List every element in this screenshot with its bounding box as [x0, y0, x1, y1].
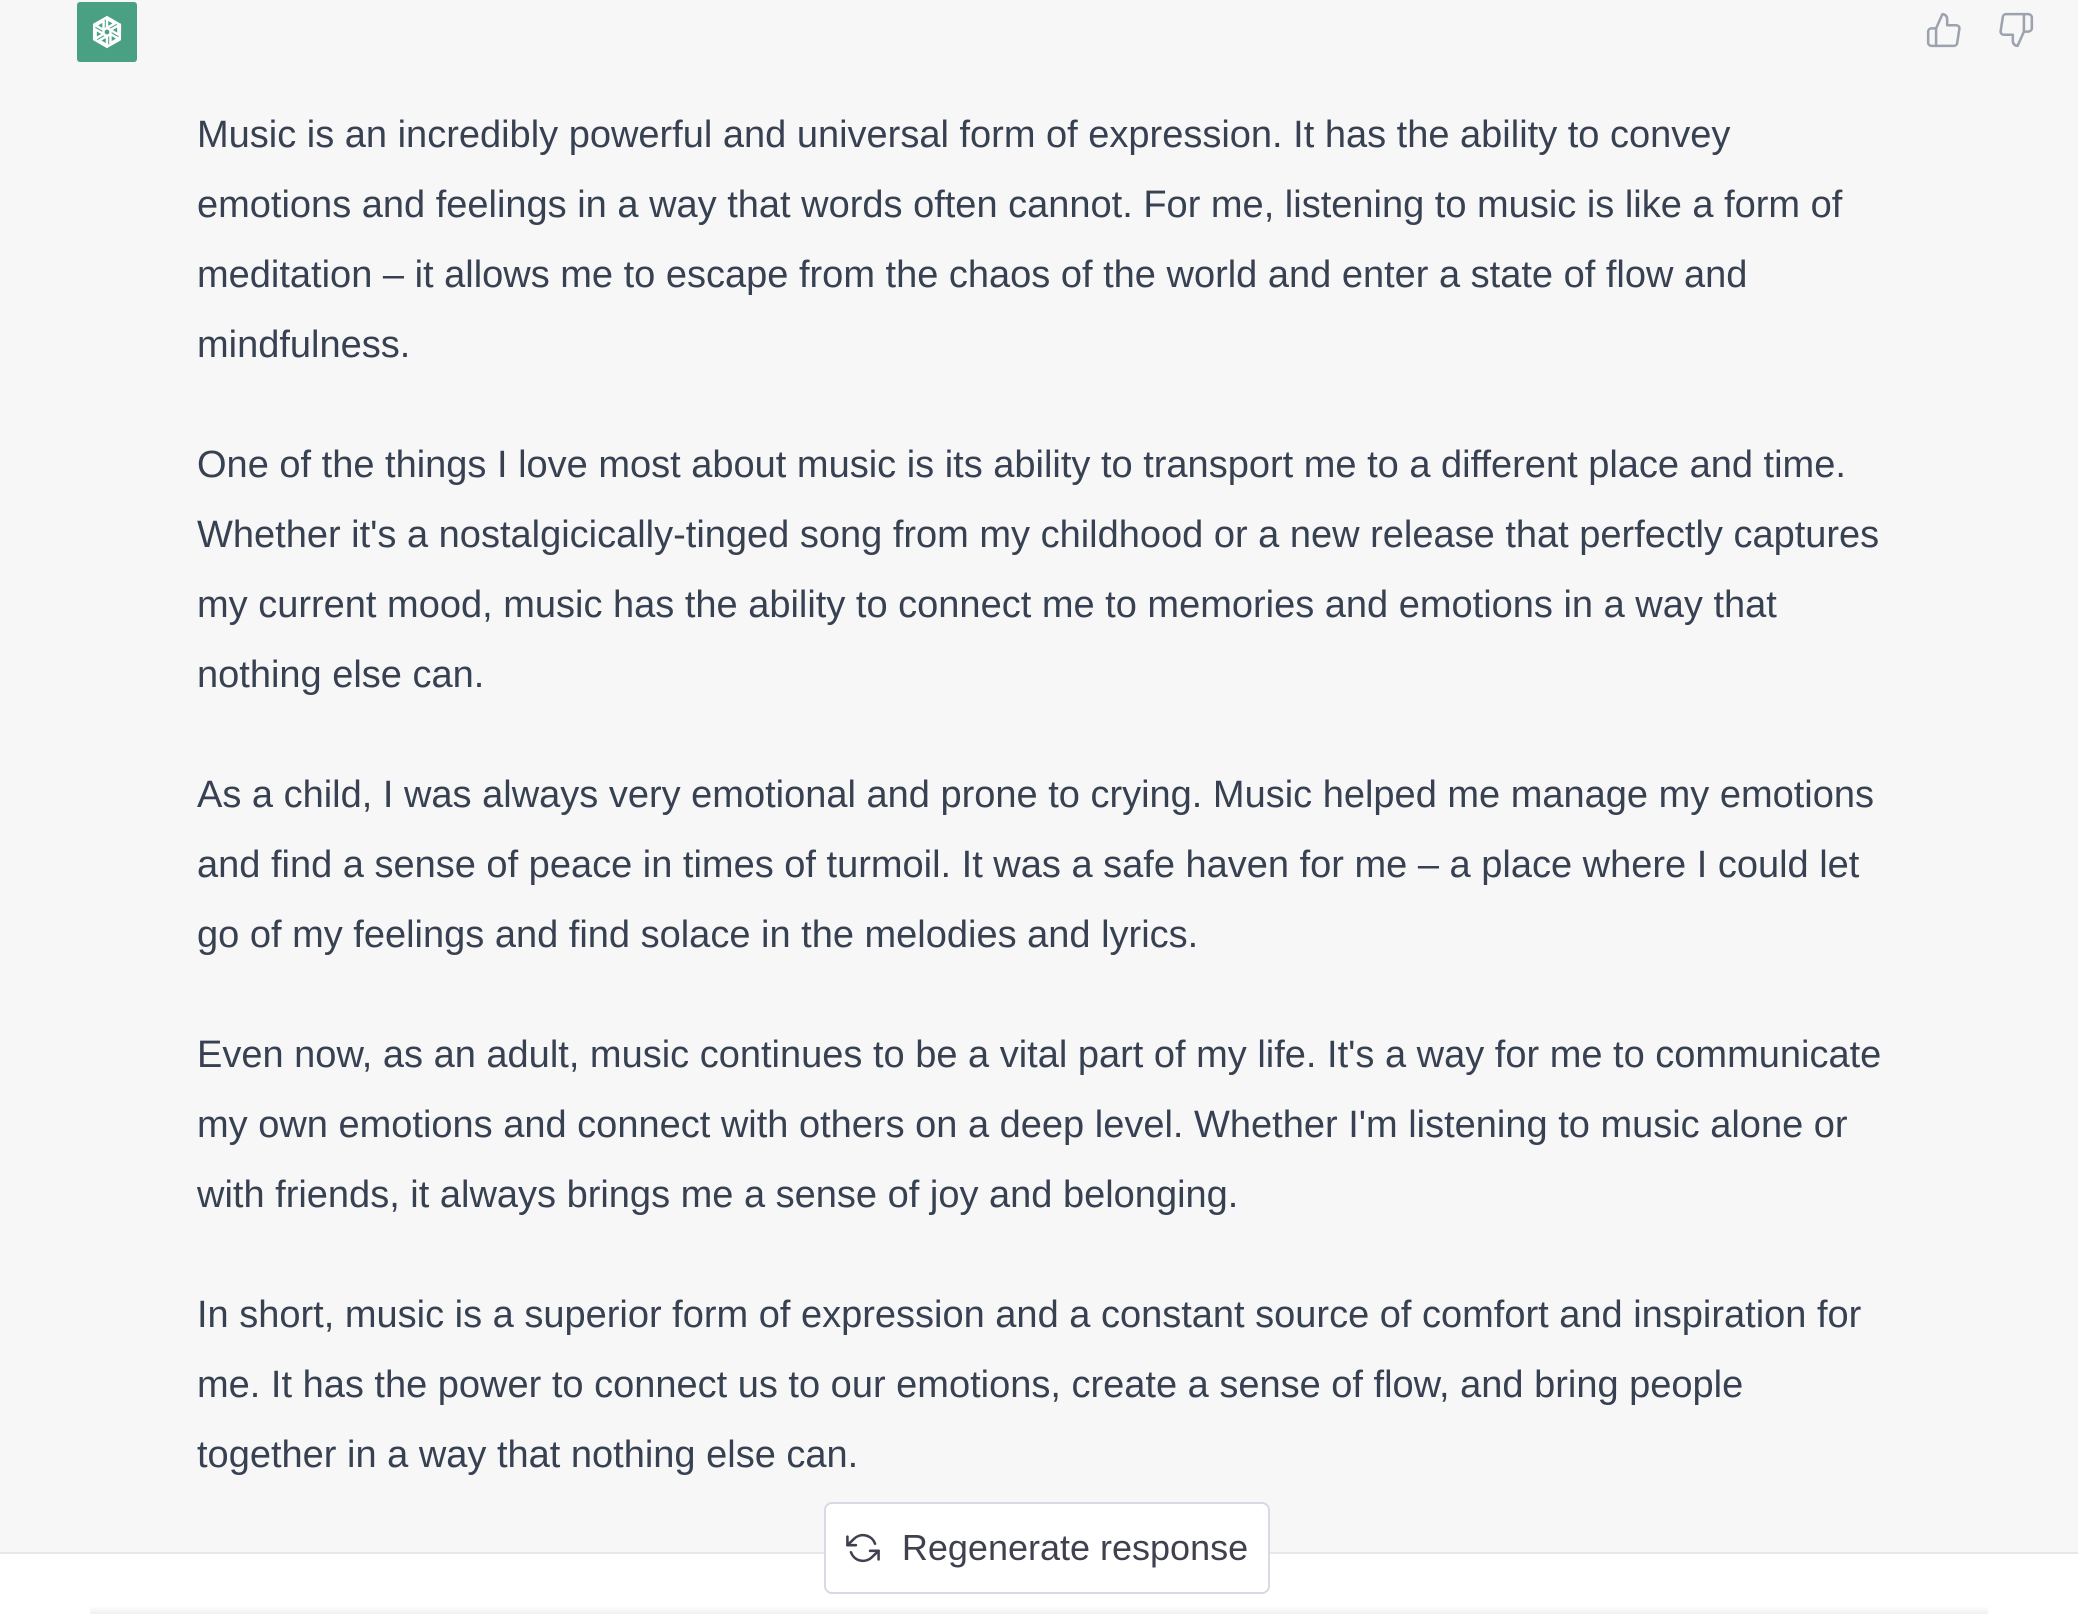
- message-paragraph: In short, music is a superior form of expression and a constant source of comfort and inspiration for me. It has the power to connect us to our emotions, create a sense of flow, and bring people together in a way that nothing else can.: [197, 1294, 1862, 1476]
- regenerate-label: Regenerate response: [901, 1527, 1249, 1568]
- thumbs-up-button[interactable]: [1924, 8, 1964, 52]
- message-paragraph: As a child, I was always very emotional and prone to crying. Music helped me manage my emotions and find a sense of peace in times of turmoil. It was a safe haven for me – a place where I could let go of my feelings and find solace in the melodies and lyrics.: [197, 774, 1875, 956]
- thumbs-down-icon: [1997, 10, 2035, 50]
- message-paragraph: One of the things I love most about music is its ability to transport me to a different place and time. Whether it's a nostalgicically-tinged song from my childhood or a new release that perfectly captures my current mood, music has the ability to connect me to memories and emotions in a way that nothing else can.: [197, 444, 1880, 696]
- thumbs-down-button[interactable]: [1996, 8, 2036, 52]
- assistant-message: [197, 100, 1887, 1540]
- message-paragraph: Music is an incredibly powerful and universal form of expression. It has the ability to convey emotions and feelings in a way that words often cannot. For me, listening to music is like a form of meditation – it allows me to escape from the chaos of the world and enter a state of flow and mindfulness.: [197, 114, 1843, 366]
- regenerate-response-button[interactable]: [824, 1502, 1270, 1594]
- refresh-icon: [846, 1531, 880, 1565]
- assistant-avatar: [77, 2, 137, 62]
- thumbs-up-icon: [1925, 10, 1963, 50]
- composer-input-edge: [90, 1606, 1988, 1614]
- message-paragraph: Even now, as an adult, music continues to be a vital part of my life. It's a way for me to communicate my own emotions and connect with others on a deep level. Whether I'm listening to music alone or with friends, it always brings me a sense of joy and belonging.: [197, 1034, 1882, 1216]
- openai-logo-icon: [86, 11, 128, 53]
- feedback-buttons: [1924, 8, 2036, 52]
